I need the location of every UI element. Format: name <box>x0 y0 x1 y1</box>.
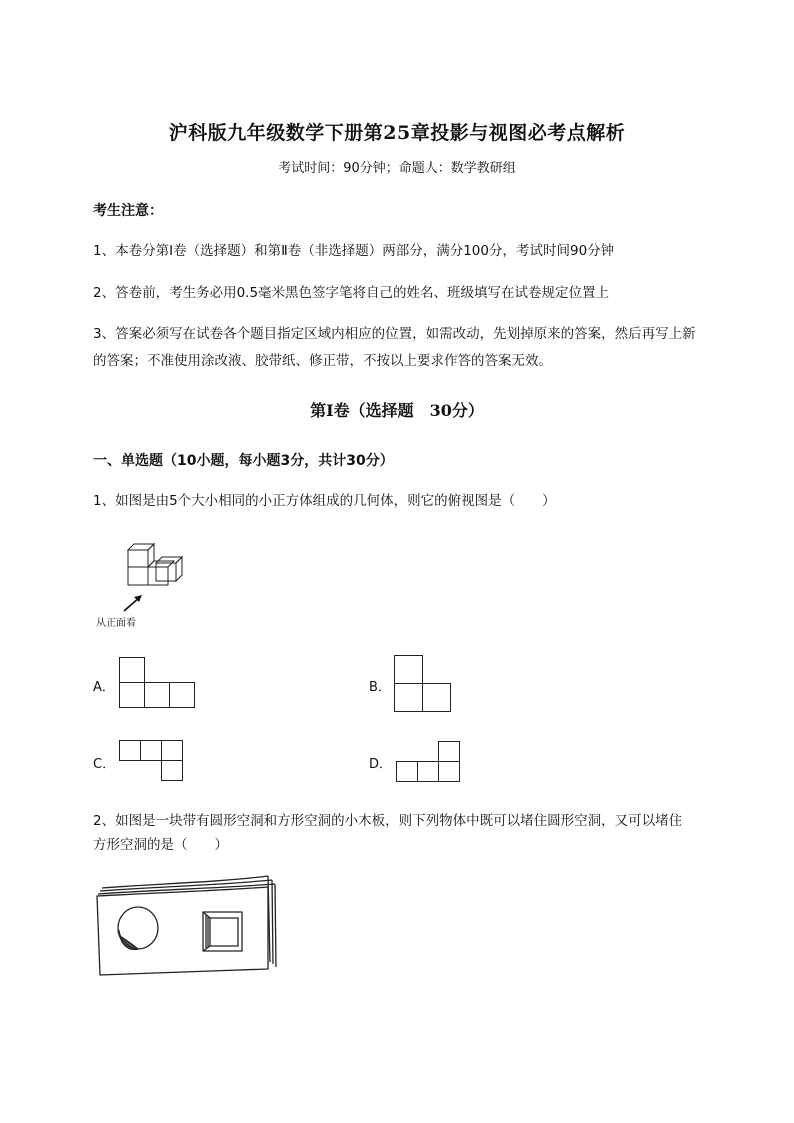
question-1-stem: 1、如图是由5个大小相同的小正方体组成的几何体，则它的俯视图是（ ） <box>93 493 556 509</box>
notice-item-2: 2、答卷前，考生务必用0.5毫米黑色签字笔将自己的姓名、班级填写在试卷规定位置上 <box>93 285 610 301</box>
option-a-figure[interactable] <box>119 657 195 708</box>
section-title: 第I卷（选择题 30分） <box>310 401 484 420</box>
option-a-label[interactable]: A． <box>93 680 115 695</box>
figure-caption: 从正面看 <box>96 618 136 629</box>
notice-item-3: 3、答案必须写在试卷各个题目指定区域内相应的位置，如需改动，先划掉原来的答案，然后再写上新 <box>93 326 696 342</box>
question-1-cube-figure <box>118 540 198 590</box>
option-b-label[interactable]: B． <box>369 680 391 695</box>
wooden-board-figure <box>92 872 288 978</box>
option-d-label[interactable]: D． <box>369 757 393 772</box>
option-d-figure[interactable] <box>396 741 462 783</box>
notice-item-1: 1、本卷分第I卷（选择题）和第Ⅱ卷（非选择题）两部分，满分100分，考试时间90分钟 <box>93 243 615 259</box>
exam-info: 考试时间：90分钟；命题人：数学教研组 <box>278 161 516 176</box>
page-title: 沪科版九年级数学下册第25章投影与视图必考点解析 <box>168 122 626 144</box>
question-2-stem-line-1: 2、如图是一块带有圆形空洞和方形空洞的小木板，则下列物体中既可以堵住圆形空洞，又可以堵住 <box>93 813 683 829</box>
notice-heading: 考生注意： <box>93 203 163 219</box>
option-c-label[interactable]: C． <box>93 757 116 772</box>
option-b-figure[interactable] <box>394 655 452 712</box>
question-2-stem-line-2: 方形空洞的是（ ） <box>93 837 228 853</box>
part-title: 一、单选题（10小题，每小题3分，共计30分） <box>93 453 394 469</box>
notice-item-3-continued: 的答案；不准使用涂改液、胶带纸、修正带，不按以上要求作答的答案无效。 <box>93 353 552 369</box>
view-direction-arrow-icon <box>122 593 146 613</box>
option-c-figure[interactable] <box>119 740 185 782</box>
